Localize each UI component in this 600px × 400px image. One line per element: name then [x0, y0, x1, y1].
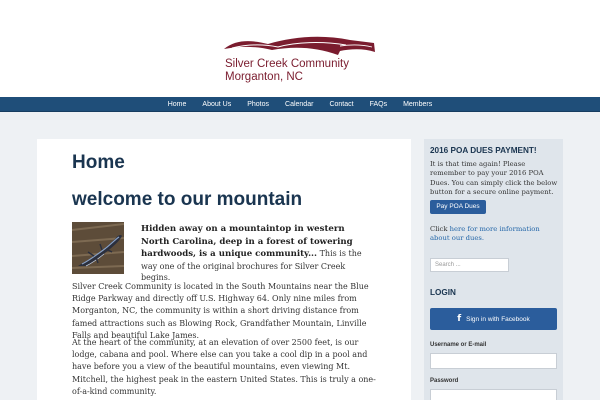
- paragraph-lodge: At the heart of the community, at an elevation of over 2500 feet, is our lodge, cabana and pool. Where else can you take a cool dip in a pool and have before you a view of the beautiful mountains, even viewing Mt. Mitchell, the highest peak in the eastern United States. This is truly a one-of-a-kind community.: [72, 338, 376, 396]
- nav-item-photos[interactable]: Photos: [247, 101, 270, 108]
- pay-dues-button[interactable]: Pay POA Dues: [430, 200, 486, 214]
- salamander-photo: [72, 222, 124, 274]
- dues-info-prefix: Click: [430, 225, 450, 233]
- brand-name: Silver Creek Community: [225, 58, 349, 70]
- intro-rest: This is the way one of the original brochures for Silver Creek begins.: [141, 249, 362, 282]
- brand-location: Morganton, NC: [225, 71, 303, 83]
- dues-text: It is that time again! Please remember to pay your 2016 POA Dues. You can simply click the below button for a secure online payment.: [430, 160, 558, 196]
- username-field[interactable]: [430, 353, 557, 369]
- facebook-signin-label: Sign in with Facebook: [466, 316, 530, 323]
- password-label: Password: [430, 378, 459, 384]
- paragraph-location: Silver Creek Community is located in the South Mountains near the Blue Ridge Parkway and directly off U.S. Highway 64. Only nine miles from Morganton, NC, the community is within a short driving distance from famed attractions such as Blowing Rock, Grandfather Mountain, Linville Falls and beautiful Lake James.: [72, 282, 369, 340]
- facebook-signin-button[interactable]: [430, 308, 557, 330]
- search-input[interactable]: Search ...: [430, 258, 509, 272]
- nav-item-home[interactable]: Home: [167, 101, 187, 108]
- sidebar: [424, 139, 563, 400]
- dues-info: [430, 225, 560, 244]
- site-header: [0, 0, 600, 97]
- nav-item-members[interactable]: Members: [403, 101, 433, 108]
- intro-text: [141, 223, 373, 284]
- nav-item-faqs[interactable]: FAQs: [369, 101, 388, 108]
- nav-item-calendar[interactable]: Calendar: [285, 101, 314, 108]
- page-title: Home: [72, 152, 125, 173]
- password-field[interactable]: [430, 389, 557, 400]
- dues-heading: 2016 POA DUES PAYMENT!: [430, 146, 537, 155]
- page-subtitle: welcome to our mountain: [72, 189, 303, 210]
- main-nav: [0, 97, 600, 112]
- nav-item-about-us[interactable]: About Us: [202, 101, 232, 108]
- main-content: [37, 139, 411, 400]
- intro-bold: Hidden away on a mountaintop in western North Carolina, deep in a forest of towering hardwoods, is a unique community...: [141, 224, 353, 259]
- username-label: Username or E-mail: [430, 342, 487, 348]
- facebook-icon: f: [457, 314, 462, 324]
- site-logo[interactable]: [222, 34, 382, 84]
- login-heading: LOGIN: [430, 288, 456, 297]
- mountain-logo-icon: [222, 34, 382, 58]
- nav-item-contact[interactable]: Contact: [329, 101, 354, 108]
- dues-info-link[interactable]: here for more information about our dues.: [430, 225, 540, 243]
